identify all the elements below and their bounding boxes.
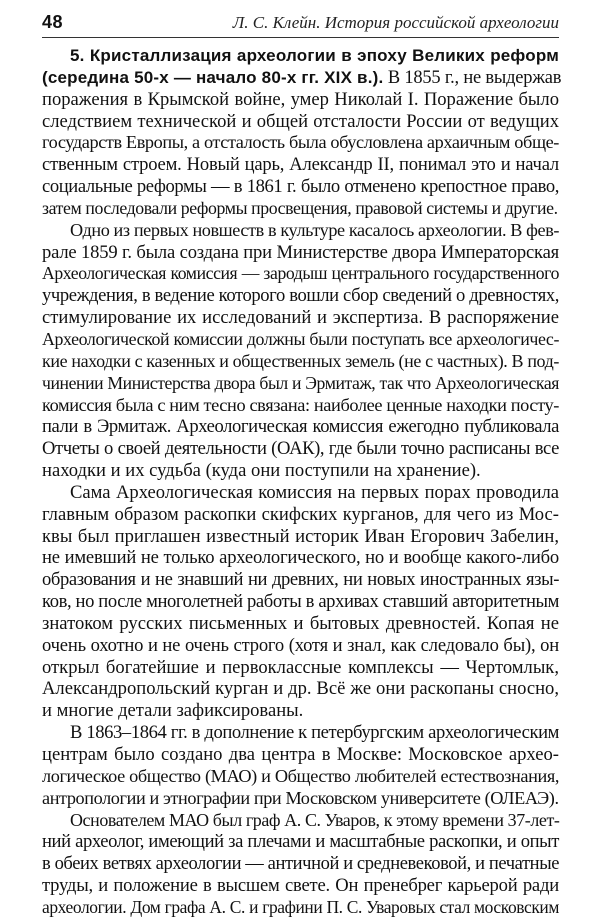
text-line: ков, но после многолетней работы в архивах ставший авторитетным	[42, 591, 559, 613]
text-line: открыл богатейшие и первоклассные комплексы — Чертомлык,	[42, 656, 559, 678]
section-heading-line-2: (середина 50-х — начало 80-х гг. XIX в.).	[42, 67, 384, 87]
text-line: пали в Эрмитаж. Археологическая комиссия ежегодно публиковала	[42, 416, 559, 438]
running-head	[42, 10, 559, 36]
text-line: ственным строем. Новый царь, Александр II, понимал это и начал	[42, 154, 559, 176]
text-line: В 1863–1864 гг. в дополнение к петербургским археологическим	[70, 722, 559, 744]
text-line: стимулирование их исследований и экспертиза. В распоряжение	[42, 307, 559, 329]
text-line: следствием технической и общей отсталости России от ведущих	[42, 110, 559, 132]
text-line: учреждения, в ведение которого вошли сбор сведений о древностях,	[42, 285, 559, 307]
paragraph-3	[42, 482, 559, 722]
paragraph-5	[42, 810, 559, 919]
section-heading-line-1: 5. Кристаллизация археологии в эпоху Великих реформ	[70, 46, 559, 65]
page-number: 48	[42, 12, 64, 32]
paragraph-2	[42, 220, 559, 482]
text-line: квы был приглашен известный историк Иван Егорович Забелин,	[42, 525, 559, 547]
text-line: Одно из первых новшеств в культуре касалось археологии. В фев-	[70, 219, 560, 240]
text-line: поражения в Крымской войне, умер Николай I. Поражение было	[42, 88, 559, 110]
text-line: знатоком русских письменных и бытовых древностей. Копая не	[42, 612, 559, 634]
header-rule	[42, 37, 559, 38]
text-line: ний археолог, имеющий за плечами и масштабные раскопки, и опыт	[42, 831, 559, 853]
text-line: социальные реформы — в 1861 г. было отменено крепостное право,	[42, 176, 559, 198]
text-line: государств Европы, а отсталость была обусловлена архаичным обще-	[42, 132, 559, 153]
text-line	[42, 66, 562, 89]
paragraph-4	[42, 722, 559, 809]
text-line: рале 1859 г. была создана при Министерстве двора Императорская	[42, 241, 559, 263]
text-line: центрам было создано два центра в Москве: Московское архео-	[42, 744, 559, 765]
text-line: в обеих ветвях археологии — античной и средневековой, и печатные	[42, 853, 560, 875]
paragraph-1	[42, 45, 562, 220]
text-line: комиссия была с ним тесно связана: наиболее ценные находки посту-	[42, 394, 559, 415]
text-line: затем последовали реформы просвещения, правовой системы и другие.	[42, 197, 558, 218]
text-line: и многие детали зафиксированы.	[42, 700, 304, 722]
text-line: Основателем МАО был граф А. С. Уваров, к этому времени 37-лет-	[70, 809, 560, 830]
text-line: образования и не знавший ни древних, ни новых иностранных язы-	[42, 569, 559, 591]
text-line: Сама Археологическая комиссия на первых порах проводила	[70, 481, 559, 503]
text-line: главным образом раскопки скифских курганов, для чего из Мос-	[42, 503, 559, 525]
text-line: не имевший не только археологического, но и вообще какого-либо	[42, 547, 559, 569]
text-line: антропологии и этнографии при Московском университете (ОЛЕАЭ).	[42, 787, 559, 808]
text-line: Археологической комиссии должны были поступать все археологичес-	[42, 328, 559, 349]
text-line: находки и их судьба (куда они поступили на хранение).	[42, 460, 481, 482]
text-line: археологии. Дом графа А. С. и графини П. С. Уваровых стал московским	[42, 896, 559, 917]
text-line	[42, 45, 559, 67]
text-run: В 1855 г., не выдержав	[383, 66, 562, 87]
text-line: Александропольский курган и др. Всё же они раскопаны сносно,	[42, 678, 559, 700]
text-line: логическое общество (МАО) и Общество любителей естествознания,	[42, 765, 559, 786]
text-line: Археологическая комиссия — зародыш центрального государственного	[42, 263, 559, 284]
running-title: Л. С. Клейн. История российской археологии	[232, 13, 559, 32]
text-line: Отчеты о своей деятельности (ОАК), где были точно расписаны все	[42, 438, 559, 460]
body-text	[42, 45, 562, 919]
text-line: труды, и положение в высшем свете. Он пренебрег карьерой ради	[42, 875, 559, 897]
text-line: чинении Министерства двора был и Эрмитаж, так что Археологическая	[42, 372, 559, 393]
text-line: очень охотно и не очень строго (хотя и знал, как следовало бы), он	[42, 634, 559, 656]
text-line: кие находки с казенных и общественных земель (не с частных). В под-	[42, 350, 559, 371]
